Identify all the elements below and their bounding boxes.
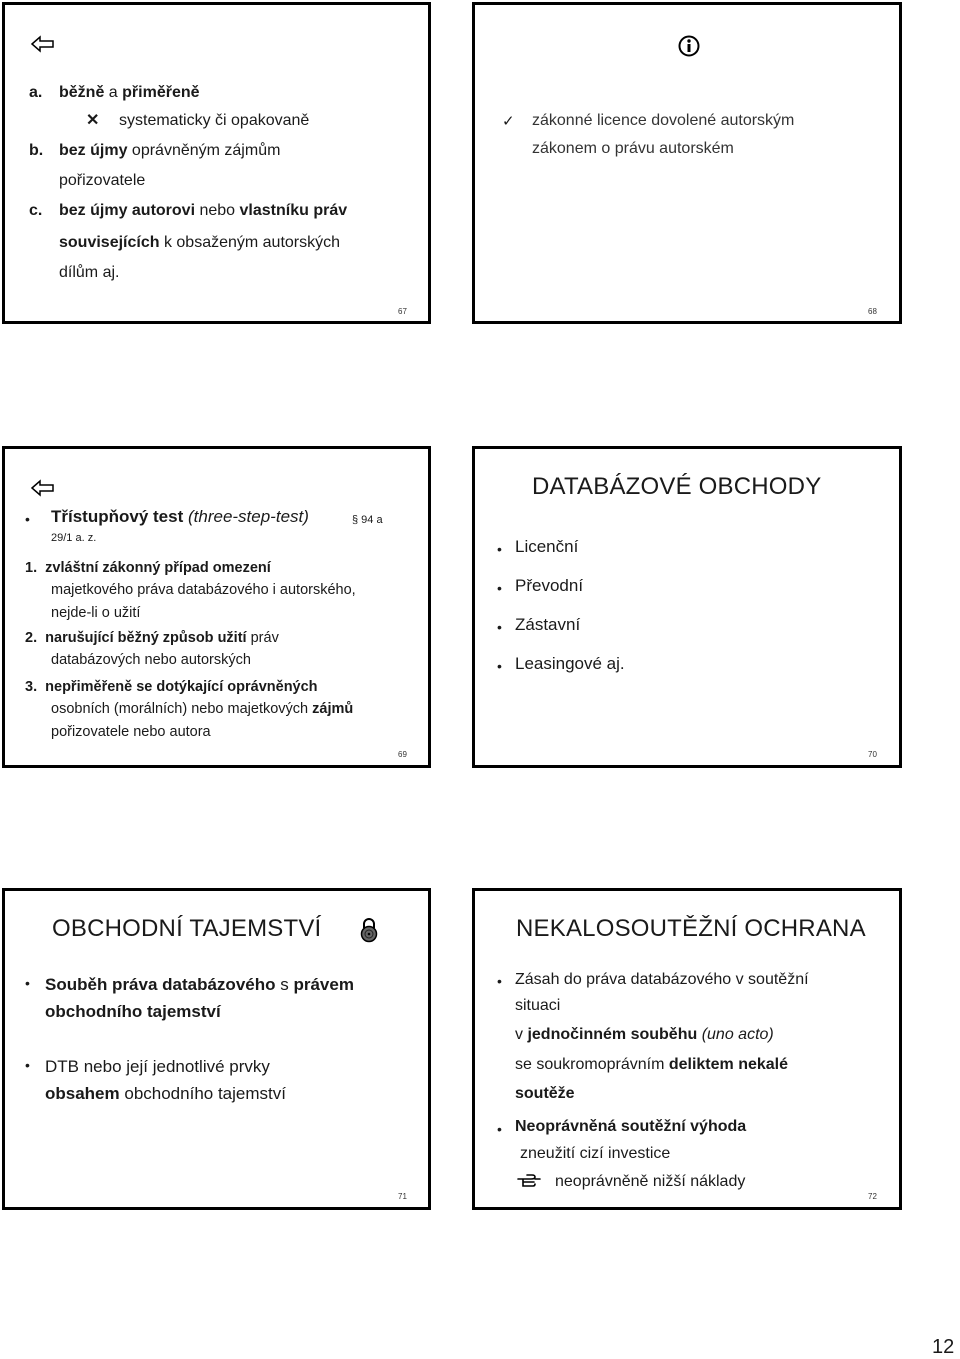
- arrow-left-icon: [31, 35, 55, 58]
- text-bold: obchodního tajemství: [45, 1002, 221, 1022]
- item-2: [25, 627, 425, 672]
- item-number: 3.: [25, 679, 38, 695]
- deal-type-item: Leasingové aj.: [515, 654, 625, 673]
- slide-number: 68: [868, 307, 877, 316]
- text-bold: bez újmy: [59, 142, 128, 159]
- text-bold: vlastníku práv: [239, 202, 348, 219]
- list-marker: a.: [29, 84, 43, 101]
- slide-number: 70: [868, 750, 877, 759]
- list-text: [119, 109, 309, 134]
- text-bold: přiměřeně: [122, 84, 200, 101]
- check-icon: ✓: [502, 113, 515, 130]
- text: nebo: [195, 202, 240, 219]
- item-line: majetkového práva databázového i autorského,: [51, 582, 356, 599]
- law-reference: § 94 a: [352, 514, 383, 526]
- item-number: 2.: [25, 630, 38, 646]
- slide-70: [472, 446, 902, 768]
- bullet: •: [497, 619, 502, 635]
- list-text: [59, 81, 200, 106]
- list-text: [59, 261, 119, 286]
- bullet: •: [497, 580, 502, 596]
- list-text: [59, 231, 340, 256]
- info-icon: [678, 35, 700, 62]
- text: v: [515, 1026, 528, 1044]
- text-bold: bez újmy autorovi: [59, 202, 196, 219]
- text: oprávněným zájmům: [127, 142, 281, 159]
- page-number: 12: [932, 1336, 955, 1358]
- arrow-left-icon: [31, 479, 55, 502]
- list-marker: c.: [29, 202, 43, 219]
- bullet: •: [497, 658, 502, 674]
- text-bold: Souběh práva databázového: [45, 975, 276, 994]
- text: DTB nebo její jednotlivé prvky: [45, 1057, 270, 1076]
- text: obchodního tajemství: [119, 1084, 286, 1104]
- slide-71: [2, 888, 431, 1210]
- slide-69: [2, 446, 431, 768]
- item-text: osobních (morálních) nebo majetkových: [51, 701, 313, 718]
- text: pořizovatele: [59, 172, 146, 189]
- item-bold: nepřiměřeně se dotýkající oprávněných: [45, 679, 318, 695]
- slide-number: 72: [868, 1192, 877, 1201]
- costs-text: neoprávněně nižší náklady: [555, 1173, 746, 1190]
- bullet: •: [25, 511, 30, 527]
- slide-68: [472, 2, 902, 324]
- slide-number: 71: [398, 1192, 407, 1201]
- slide-title: DATABÁZOVÉ OBCHODY: [532, 473, 822, 500]
- licence-text-line1: zákonné licence dovolené autorským: [532, 112, 795, 129]
- item-line: pořizovatele nebo autora: [51, 723, 211, 740]
- text: systematicky či opakovaně: [119, 112, 310, 129]
- bullet-1-text: [45, 971, 354, 1025]
- slide-67: [2, 2, 431, 324]
- text: dílům aj.: [59, 264, 120, 281]
- slide-72: [472, 888, 902, 1210]
- text: situaci: [515, 996, 561, 1014]
- deal-type-item: Převodní: [515, 576, 584, 595]
- slide-number: 67: [398, 307, 407, 316]
- padlock-icon: [360, 917, 378, 948]
- investment-text: zneužití cizí investice: [520, 1145, 671, 1162]
- text-bold: právem: [293, 975, 354, 994]
- law-reference-line2: 29/1 a. z.: [51, 532, 97, 544]
- item-bold: zájmů: [312, 701, 354, 718]
- text: Zásah do práva databázového v soutěžní: [515, 971, 809, 988]
- deal-type-item: Licenční: [515, 537, 579, 556]
- text: k obsaženým autorských: [159, 234, 341, 251]
- deal-type-item: Zástavní: [515, 615, 581, 634]
- text-bold: soutěže: [515, 1085, 575, 1103]
- licence-text-line2: zákonem o právu autorském: [532, 140, 734, 157]
- item-3: [25, 676, 425, 743]
- pointing-hand-icon: [517, 1174, 541, 1193]
- item-text: práv: [246, 630, 279, 646]
- bullet: •: [497, 541, 502, 557]
- list-text: [59, 139, 280, 164]
- slide-title: OBCHODNÍ TAJEMSTVÍ: [52, 915, 322, 942]
- text-bold: jednočinném souběhu: [527, 1026, 698, 1044]
- item-bold: zvláštní zákonný případ omezení: [45, 560, 271, 576]
- text-bold: souvisejících: [59, 234, 160, 251]
- bullet: •: [25, 975, 30, 991]
- heading-bold: Třístupňový test: [51, 507, 184, 526]
- slide-number: 69: [398, 750, 407, 759]
- cross-icon: ✕: [86, 112, 100, 129]
- item-1: [25, 557, 425, 624]
- item-bold: narušující běžný způsob užití: [45, 630, 247, 646]
- text-bold: běžně: [59, 84, 105, 101]
- slide-title: NEKALOSOUTĚŽNÍ OCHRANA: [516, 915, 866, 942]
- bullet-2-text: [45, 1053, 286, 1107]
- list-text: [59, 169, 145, 194]
- bullet-1-text: [515, 967, 809, 1107]
- heading-italic: (three-step-test): [187, 507, 309, 526]
- item-number: 1.: [25, 560, 38, 576]
- list-text: [59, 199, 347, 224]
- text: se soukromoprávním: [515, 1055, 669, 1073]
- three-step-test-heading: [51, 507, 309, 527]
- bullet-2-text: [515, 1115, 746, 1140]
- text-bold: obsahem: [45, 1084, 120, 1104]
- bullet: •: [25, 1057, 30, 1073]
- item-line: nejde-li o užití: [51, 604, 141, 621]
- item-line: databázových nebo autorských: [51, 652, 251, 669]
- text-italic: (uno acto): [697, 1026, 774, 1044]
- list-marker: b.: [29, 142, 44, 159]
- bullet: •: [497, 1121, 502, 1137]
- text: s: [275, 975, 294, 994]
- text-bold: deliktem nekalé: [668, 1055, 789, 1073]
- text: a: [104, 84, 123, 101]
- bullet: •: [497, 973, 502, 989]
- text-bold: Neoprávněná soutěžní výhoda: [515, 1118, 747, 1135]
